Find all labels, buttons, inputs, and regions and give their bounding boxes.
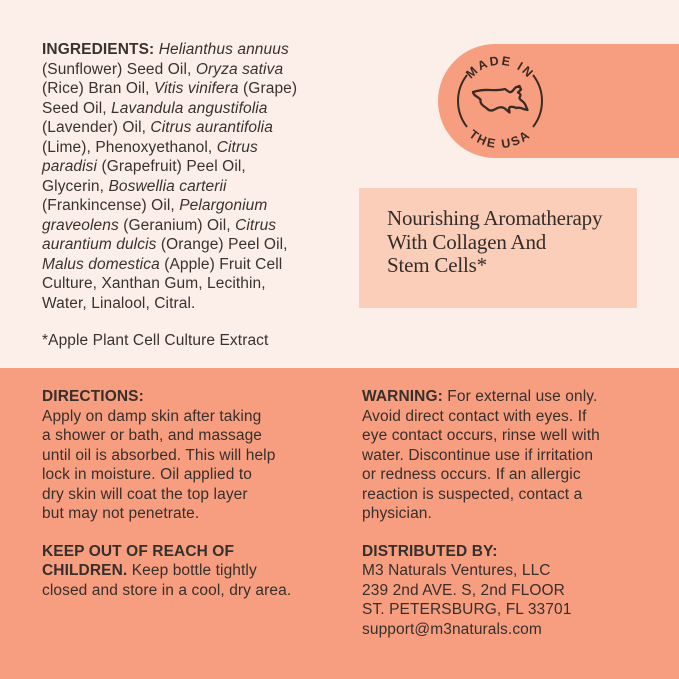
bottom-left-column: [42, 387, 342, 600]
claim-box: [359, 188, 637, 308]
ingredients-text: INGREDIENTS: Helianthus annuus (Sunflower) Seed Oil, Oryza sativa (Rice) Bran Oil, Vitis vinifera (Grape) Seed Oil, Lavandula angustifolia (Lavender) Oil, Citrus aurantifolia (Lime), Phenoxyethanol, Citrus paradisi (Grapefruit) Peel Oil, Glycerin, Boswellia carterii (Frankincense) Oil, Pelargonium graveolens (Geranium) Oil, Citrus aurantium dulcis (Orange) Peel Oil, Malus domestica (Apple) Fruit Cell Culture, Xanthan Gum, Lecithin, Water, Linalool, Citral.: [42, 41, 298, 312]
made-in-usa-blob: [438, 44, 679, 158]
bottom-right-column: [362, 387, 667, 639]
warning-text: WARNING: For external use only. Avoid direct contact with eyes. If eye contact occurs, rinse well with water. Discontinue use if irritation or redness occurs. If an allergic reaction is suspected, contact a physician.: [362, 388, 600, 522]
left-paren-arc: [458, 76, 466, 127]
footnote-text: *Apple Plant Cell Culture Extract: [42, 332, 269, 349]
distributed-by-text: DISTRIBUTED BY: M3 Naturals Ventures, LLC 239 2nd AVE. S, 2nd FLOOR ST. PETERSBURG, FL 33701 support@m3naturals.com: [362, 542, 572, 638]
made-in-usa-badge: [448, 49, 552, 153]
usage-section: [0, 368, 679, 679]
usa-map-icon: [473, 86, 528, 113]
badge-bottom-text: THE USA: [466, 127, 534, 152]
directions-text: DIRECTIONS: Apply on damp skin after taking a shower or bath, and massage until oil is absorbed. This will help lock in moisture. Oil applied to dry skin will coat the top layer but may not penetrate.: [42, 388, 276, 522]
keep-out-of-reach-text: KEEP OUT OF REACH OF CHILDREN. Keep bottle tightly closed and store in a cool, dry area.: [42, 542, 292, 599]
right-paren-arc: [534, 76, 542, 127]
claim-text: Nourishing Aromatherapy With Collagen And Stem Cells*: [387, 206, 603, 277]
badge-top-text: MADE IN: [463, 53, 537, 82]
